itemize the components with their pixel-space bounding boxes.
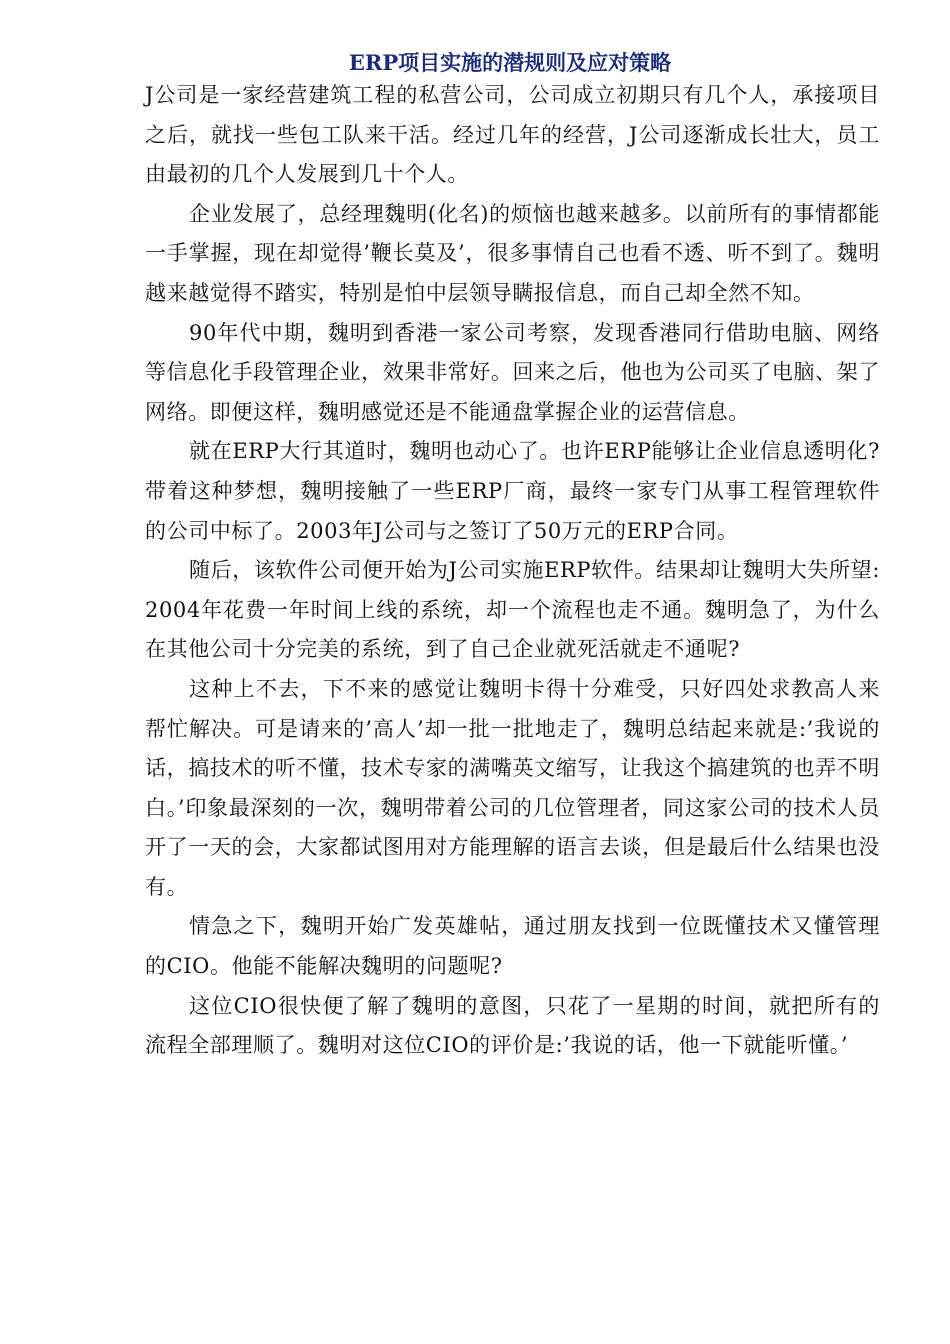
paragraph-4: 就在ERP大行其道时，魏明也动心了。也许ERP能够让企业信息透明化?带着这种梦想，魏明接触了一些ERP厂商，最终一家专门从事工程管理软件的公司中标了。2003年J公司与之签订了50万元的ERP合同。	[145, 439, 880, 543]
paragraph-6: 这种上不去，下不来的感觉让魏明卡得十分难受，只好四处求教高人来帮忙解决。可是请来的’高人’却一批一批地走了，魏明总结起来就是:’我说的话，搞技术的听不懂，技术专家的满嘴英文缩写，让我这个搞建筑的也弄不明白。’印象最深刻的一次，魏明带着公司的几位管理者，同这家公司的技术人员开了一天的会，大家都试图用对方能理解的语言去谈，但是最后什么结果也没有。	[145, 676, 880, 899]
paragraph-5: 随后，该软件公司便开始为J公司实施ERP软件。结果却让魏明大失所望:2004年花费一年时间上线的系统，却一个流程也走不通。魏明急了，为什么在其他公司十分完美的系统，到了自己企业就死活就走不通呢?	[145, 558, 880, 662]
paragraph-8: 这位CIO很快便了解了魏明的意图，只花了一星期的时间，就把所有的流程全部理顺了。魏明对这位CIO的评价是:’我说的话，他一下就能听懂。’	[145, 993, 880, 1058]
paragraph-3: 90年代中期，魏明到香港一家公司考察，发现香港同行借助电脑、网络等信息化手段管理企业，效果非常好。回来之后，他也为公司买了电脑、架了网络。即便这样，魏明感觉还是不能通盘掌握企业的运营信息。	[145, 320, 880, 424]
document-body	[145, 76, 880, 1066]
paragraph-1: J公司是一家经营建筑工程的私营公司，公司成立初期只有几个人，承接项目之后，就找一些包工队来干活。经过几年的经营，J公司逐渐成长壮大，员工由最初的几个人发展到几十个人。	[145, 83, 880, 187]
document-title: ERP项目实施的潜规则及应对策略	[348, 50, 672, 75]
paragraph-7: 情急之下，魏明开始广发英雄帖，通过朋友找到一位既懂技术又懂管理的CIO。他能不能解决魏明的问题呢?	[145, 914, 880, 979]
paragraph-2: 企业发展了，总经理魏明(化名)的烦恼也越来越多。以前所有的事情都能一手掌握，现在却觉得’鞭长莫及’，很多事情自己也看不透、听不到了。魏明越来越觉得不踏实，特别是怕中层领导瞒报信息，而自己却全然不知。	[145, 201, 880, 305]
